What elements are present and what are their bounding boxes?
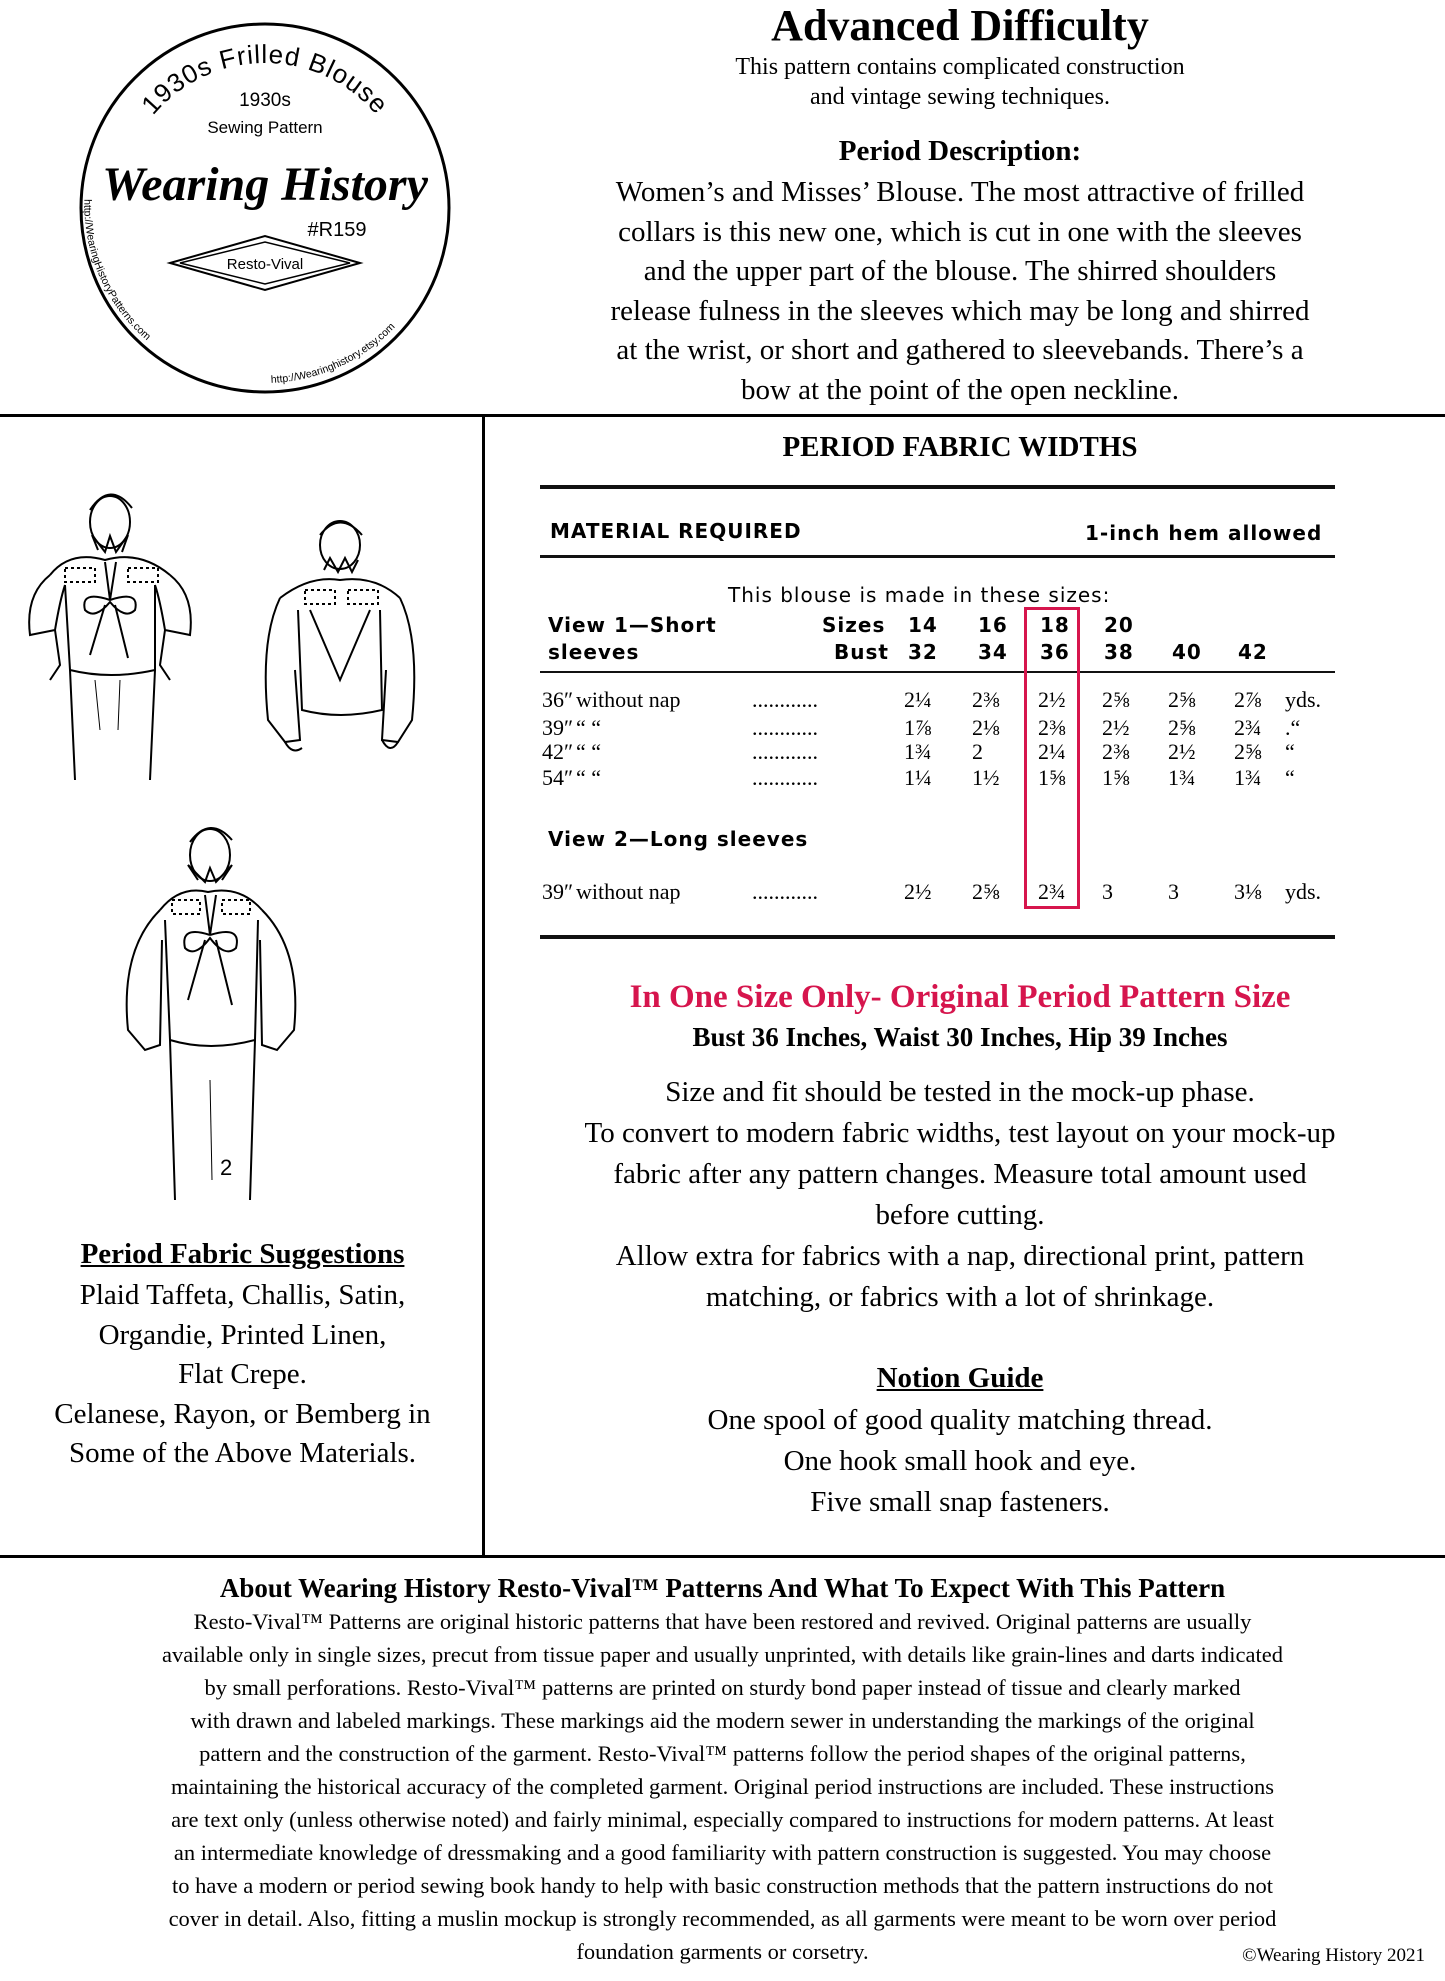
sizes-caption: This blouse is made in these sizes: xyxy=(728,583,1111,607)
view2-figure xyxy=(127,828,296,1200)
desc-cell: “ “ xyxy=(576,739,602,764)
hem-note: 1-inch hem allowed xyxy=(1085,521,1323,545)
view1-front-figure xyxy=(29,494,191,780)
fabric-suggestions-heading: Period Fabric Suggestions xyxy=(80,1238,405,1270)
unit-cell: .“ xyxy=(1285,715,1301,740)
fabric-widths-heading: PERIOD FABRIC WIDTHS xyxy=(782,431,1138,463)
difficulty-title: Advanced Difficulty xyxy=(771,1,1149,50)
value-cell: 2½ xyxy=(904,879,932,904)
about-body: Resto-Vival™ Patterns are original historic patterns that have been restored and revived. Original patterns are usually available only in single sizes, precut from tissue paper and usually unprinted, with details like grain-lines and darts indicated by small perforations. Resto-Vival™ patterns are printed on sturdy bond paper instead of tissue and clearly marked with drawn and labeled markings. These markings aid the modern sewer in understanding the markings of the original pattern and the construction of the garment. Resto-Vival™ patterns follow the period shapes of the original patterns, maintaining the historical accuracy of the completed garment. Original period instructions are included. These instructions are text only (unless otherwise noted) and fairly minimal, especially compared to instructions for modern patterns. At least an intermediate knowledge of dressmaking and a good familiarity with pattern construction is suggested. You may choose to have a modern or period sewing book handy to help with basic construction methods that the pattern instructions do not cover in detail. Also, fitting a muslin mockup is strongly recommended, as all garments were meant to be worn over period foundation garments or corsetry. xyxy=(162,1609,1283,1964)
column-divider xyxy=(482,414,485,1557)
bust-42: 42 xyxy=(1238,640,1268,664)
dots-cell: ............ xyxy=(752,715,818,740)
value-cell: 2⅝ xyxy=(972,879,1000,904)
size-fit-notes: Size and fit should be tested in the mock-up phase. To convert to modern fabric widths, test layout on your mock-up fabric after any pattern changes. Measure total amount used before cutting. Allow extra for fabrics with a nap, directional print, pattern matching, or fabrics with a lot of shrinkage. xyxy=(584,1076,1336,1313)
unit-cell: “ xyxy=(1285,739,1295,764)
logo-url-right: http://Wearinghistory.etsy.com xyxy=(270,320,398,386)
logo-line: Resto-Vival xyxy=(226,256,304,273)
view-number-label: 2 xyxy=(220,1155,233,1180)
bust-36: 36 xyxy=(1040,640,1070,664)
width-cell: 42″ xyxy=(542,739,574,764)
logo-era: 1930s xyxy=(239,90,291,111)
value-cell: 3 xyxy=(1102,879,1113,904)
logo-arc-title: 1930s Frilled Blouse xyxy=(135,38,395,120)
width-cell: 39″ xyxy=(542,879,574,904)
view2-label: View 2—Long sleeves xyxy=(548,827,809,851)
value-cell: 2¾ xyxy=(1234,715,1262,740)
size-16: 16 xyxy=(978,613,1008,637)
value-cell: 2⅞ xyxy=(1234,687,1262,712)
unit-cell: yds. xyxy=(1285,879,1322,904)
size-14: 14 xyxy=(908,613,938,637)
value-cell: 1¾ xyxy=(1234,765,1262,790)
desc-cell: “ “ xyxy=(576,765,602,790)
desc-cell: without nap xyxy=(576,687,681,712)
view1-label: View 1—Short xyxy=(548,613,717,637)
material-required-label: MATERIAL REQUIRED xyxy=(550,519,802,543)
value-cell: 2½ xyxy=(1102,715,1130,740)
value-cell: 2⅝ xyxy=(1168,715,1196,740)
value-cell: 1¼ xyxy=(904,765,932,790)
value-cell: 1½ xyxy=(972,765,1000,790)
one-size-heading: In One Size Only- Original Period Pattern Size xyxy=(629,979,1291,1015)
bust-label: Bust xyxy=(834,640,889,664)
value-cell: 3⅛ xyxy=(1234,879,1262,904)
material-required-table xyxy=(540,485,1340,945)
unit-cell: “ xyxy=(1285,765,1295,790)
measurements: Bust 36 Inches, Waist 30 Inches, Hip 39 Inches xyxy=(692,1022,1228,1052)
desc-cell: “ “ xyxy=(576,715,602,740)
view1-label-2: sleeves xyxy=(548,640,640,664)
unit-cell: yds. xyxy=(1285,687,1322,712)
bust-40: 40 xyxy=(1172,640,1202,664)
value-cell: 2⅜ xyxy=(1102,739,1130,764)
copyright: ©Wearing History 2021 xyxy=(1242,1945,1425,1966)
header-divider xyxy=(0,414,1445,417)
period-description: Women’s and Misses’ Blouse. The most attractive of frilled collars is this new one, which is cut in one with the sleeves and the upper part of the blouse. The shirred shoulders release fulness in the sleeves which may be long and shirred at the wrist, or short and gathered to sleevebands. There’s a bow at the point of the open neckline. xyxy=(610,176,1310,406)
period-description-heading: Period Description: xyxy=(838,135,1082,167)
value-cell: 3 xyxy=(1168,879,1179,904)
size-20: 20 xyxy=(1104,613,1134,637)
value-cell: 2¾ xyxy=(1038,879,1066,904)
desc-cell: without nap xyxy=(576,879,681,904)
logo-pattern-number: #R159 xyxy=(307,219,367,241)
width-cell: 39″ xyxy=(542,715,574,740)
logo-type: Sewing Pattern xyxy=(207,118,323,137)
footer-divider xyxy=(0,1555,1445,1558)
dots-cell: ............ xyxy=(752,739,818,764)
size-18-highlight xyxy=(1024,607,1080,909)
value-cell: 2⅛ xyxy=(972,715,1000,740)
value-cell: 2⅝ xyxy=(1234,739,1262,764)
value-cell: 1⅝ xyxy=(1038,765,1066,790)
dots-cell: ............ xyxy=(752,765,818,790)
bust-34: 34 xyxy=(978,640,1008,664)
value-cell: 1¾ xyxy=(1168,765,1196,790)
value-cell: 1⅞ xyxy=(904,715,932,740)
view1-back-figure xyxy=(266,521,415,750)
bust-32: 32 xyxy=(908,640,938,664)
bust-38: 38 xyxy=(1104,640,1134,664)
width-cell: 36″ xyxy=(542,687,574,712)
value-cell: 2¼ xyxy=(1038,739,1066,764)
value-cell: 2 xyxy=(972,739,983,764)
dots-cell: ............ xyxy=(752,687,818,712)
width-cell: 54″ xyxy=(542,765,574,790)
logo-brand: Wearing History xyxy=(102,158,428,211)
value-cell: 2½ xyxy=(1038,687,1066,712)
notion-guide-heading: Notion Guide xyxy=(876,1362,1044,1394)
size-18: 18 xyxy=(1040,613,1070,637)
dots-cell: ............ xyxy=(752,879,818,904)
value-cell: 1⅝ xyxy=(1102,765,1130,790)
value-cell: 2½ xyxy=(1168,739,1196,764)
value-cell: 2¼ xyxy=(904,687,932,712)
sizes-label: Sizes xyxy=(822,613,886,637)
wearing-history-logo xyxy=(75,18,455,398)
value-cell: 2⅜ xyxy=(972,687,1000,712)
notion-guide-list: One spool of good quality matching thread. One hook small hook and eye. Five small snap fasteners. xyxy=(707,1404,1213,1518)
value-cell: 2⅝ xyxy=(1102,687,1130,712)
value-cell: 2⅜ xyxy=(1038,715,1066,740)
value-cell: 1¾ xyxy=(904,739,932,764)
blouse-illustrations xyxy=(10,480,480,1210)
fabric-suggestions-list: Plaid Taffeta, Challis, Satin, Organdie, Printed Linen, Flat Crepe. Celanese, Rayon, or Bemberg in Some of the Above Materials. xyxy=(54,1279,431,1469)
difficulty-subtitle: This pattern contains complicated construction and vintage sewing techniques. xyxy=(735,54,1185,110)
logo-url-left: http://WearingHistoryPatterns.com xyxy=(81,199,154,343)
about-heading: About Wearing History Resto-Vival™ Patterns And What To Expect With This Pattern xyxy=(219,1573,1226,1603)
value-cell: 2⅝ xyxy=(1168,687,1196,712)
